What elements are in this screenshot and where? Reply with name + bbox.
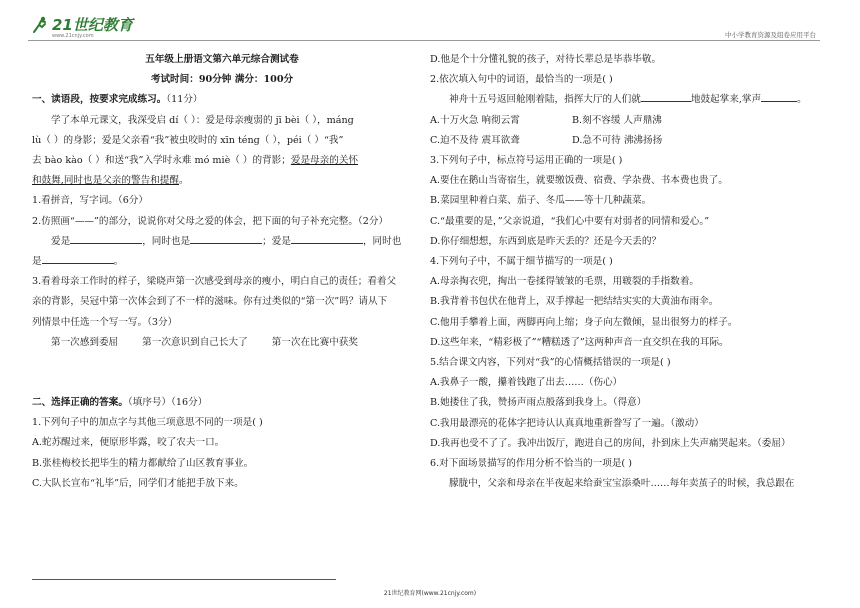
runner-logo-icon [30, 16, 50, 34]
platform-name: 中小学教育资源及组卷应用平台 [725, 31, 816, 39]
fill-text: 神舟十五号返回舱刚着陆，指挥大厅的人们就 [449, 94, 641, 106]
underlined-phrase: 爱是母亲的关怀 [290, 155, 359, 167]
answer-blank[interactable] [190, 232, 262, 244]
passage-line: 学了本单元课文，我深受启 dí（ ）：爱是母亲瘦弱的 jī bèi（ ），máng [51, 114, 354, 126]
right-column [430, 50, 825, 494]
scene-option: 第一次在比赛中获奖 [271, 336, 359, 348]
option-a: A.母亲掏衣兜，掏出一卷揉得皱皱的毛票，用皲裂的手指数着。 [430, 276, 700, 288]
left-column [32, 50, 412, 494]
answer-blank[interactable] [641, 90, 691, 102]
option-c: C.他用手攀着上面，两脚再向上缩；身子向左微倾，显出很努力的样子。 [430, 316, 738, 328]
option-d: D.他是个十分懂礼貌的孩子，对待长辈总是毕恭毕敬。 [430, 54, 662, 65]
scene-option: 第一次感到委屈 [51, 336, 119, 348]
option-b: B.菜园里种着白菜、茄子、冬瓜——等十几种蔬菜。 [430, 195, 652, 207]
option-c: C.大队长宣布“礼毕”后，同学们才能把手放下来。 [32, 477, 244, 489]
s2-question-2: 2.依次填入句中的词语，最恰当的一项是( ) [430, 74, 613, 86]
section2-heading: 二、选择正确的答案。 [32, 397, 128, 409]
option-c: C.我用最漂亮的花体字把诗认认真真地重新誊写了一遍。（激动） [430, 417, 704, 429]
question-3: 3.看着母亲工作时的样子，梁晓声第一次感受到母亲的瘦小，明白自己的责任；看着父 [32, 276, 397, 288]
passage-line: lù（ ）的身影；爱是父亲看“我”被虫咬时的 xīn téng（ ），péi（ ）“我” [32, 134, 344, 146]
option-d: D.我再也受不了了。我冲出饭厅，跑进自己的房间，扑到床上失声痛哭起来。（委屈） [430, 437, 791, 449]
section2-score: （填序号）（16分） [127, 397, 208, 409]
question-2: 2.仿照画“——”的部分，说说你对父母之爱的体会，把下面的句子补充完整。（2分） [32, 215, 389, 227]
exam-info: 考试时间：90分钟 满分：100分 [150, 74, 294, 86]
option-d: D.急不可待 沸沸扬扬 [572, 134, 663, 146]
fill-text: 。 [113, 256, 124, 268]
question-1: 1.看拼音，写字词。（6分） [32, 195, 148, 207]
s2-question-4: 4.下列句子中，不属于细节描写的一项是( ) [430, 256, 613, 268]
scene-option: 第一次意识到自己长大了 [142, 336, 248, 348]
footer-text: 21世纪教育网(www.21cnjy.com) [383, 590, 477, 597]
option-b: B.张桂梅校长把毕生的精力都献给了山区教育事业。 [32, 457, 254, 469]
header-divider [28, 40, 820, 41]
s2-question-6: 6.对下面场景描写的作用分析不恰当的一项是( ) [430, 458, 632, 470]
option-c: C.迫不及待 震耳欲聋 [430, 134, 520, 146]
option-a: A.蛇苏醒过来，便原形毕露，咬了农夫一口。 [32, 437, 225, 449]
question-3-cont: 亲的背影，吴冠中第一次体会到了不一样的滋味。你有过类似的“第一次”吗？请从下 [32, 296, 388, 308]
question-3-cont: 列情景中任选一个写一写。（3分） [32, 316, 178, 328]
scene-passage: 朦胧中，父亲和母亲在半夜起来给蚕宝宝添桑叶……每年卖茧子的时候，我总跟在 [449, 478, 795, 490]
option-b: B.刻不容缓 人声鼎沸 [572, 114, 662, 126]
section1-score: （11分） [166, 94, 203, 106]
fill-text: 爱是 [51, 235, 71, 247]
option-c: C.“最重要的是，”父亲说道，“我们心中要有对弱者的同情和爱心。” [430, 215, 710, 227]
section1-heading: 一、读语段，按要求完成练习。 [32, 94, 167, 106]
option-d: D.这些年来，“精彩极了”“糟糕透了”这两种声音一直交织在我的耳际。 [430, 336, 729, 348]
footer-divider [32, 579, 336, 580]
fill-text: 。 [797, 94, 807, 106]
passage-line: 去 bào kào（ ）和送“我”入学时永难 mó miè（ ）的背影； [32, 155, 291, 167]
fill-text: ，同时也是 [142, 235, 191, 247]
fill-text: 地鼓起掌来,掌声 [690, 94, 762, 106]
brand-url: www.21cnjy.com [52, 33, 94, 39]
s2-question-5: 5.结合课文内容，下列对“我”的心情概括错误的一项是( ) [430, 357, 671, 369]
fill-text: ；爱是 [262, 235, 291, 247]
option-a: A.我鼻子一酸，攥着钱跑了出去……（伤心） [430, 377, 623, 389]
fill-text: 是 [32, 256, 42, 268]
answer-blank[interactable] [761, 90, 797, 102]
option-a: A.十万火急 响彻云霄 [430, 114, 520, 126]
brand-name: 21世纪教育 [52, 16, 133, 34]
s2-question-1: 1.下列句子中的加点字与其他三项意思不同的一项是( ) [32, 417, 263, 429]
option-b: B.我背着书包伏在他背上，双手撑起一把结结实实的大黄油布雨伞。 [430, 296, 719, 308]
site-logo [30, 14, 133, 39]
answer-blank[interactable] [42, 252, 114, 264]
passage-end: 。 [178, 175, 189, 187]
fill-text: ，同时也 [362, 235, 402, 247]
option-d: D.你仔细想想，东西到底是昨天丢的？还是今天丢的？ [430, 235, 662, 247]
answer-blank[interactable] [70, 232, 142, 244]
exam-title: 五年级上册语文第六单元综合测试卷 [145, 54, 299, 65]
s2-question-3: 3.下列句子中，标点符号运用正确的一项是( ) [430, 155, 623, 167]
answer-blank[interactable] [291, 232, 363, 244]
option-a: A.要住在鹅山当寄宿生，就要缴饭费、宿费、学杂费、书本费也贵了。 [430, 175, 728, 187]
underlined-phrase: 和鼓舞,同时也是父亲的警告和提醒 [32, 175, 179, 187]
option-b: B.她搂住了我，赞扬声雨点般落到我身上。（得意） [430, 397, 647, 409]
